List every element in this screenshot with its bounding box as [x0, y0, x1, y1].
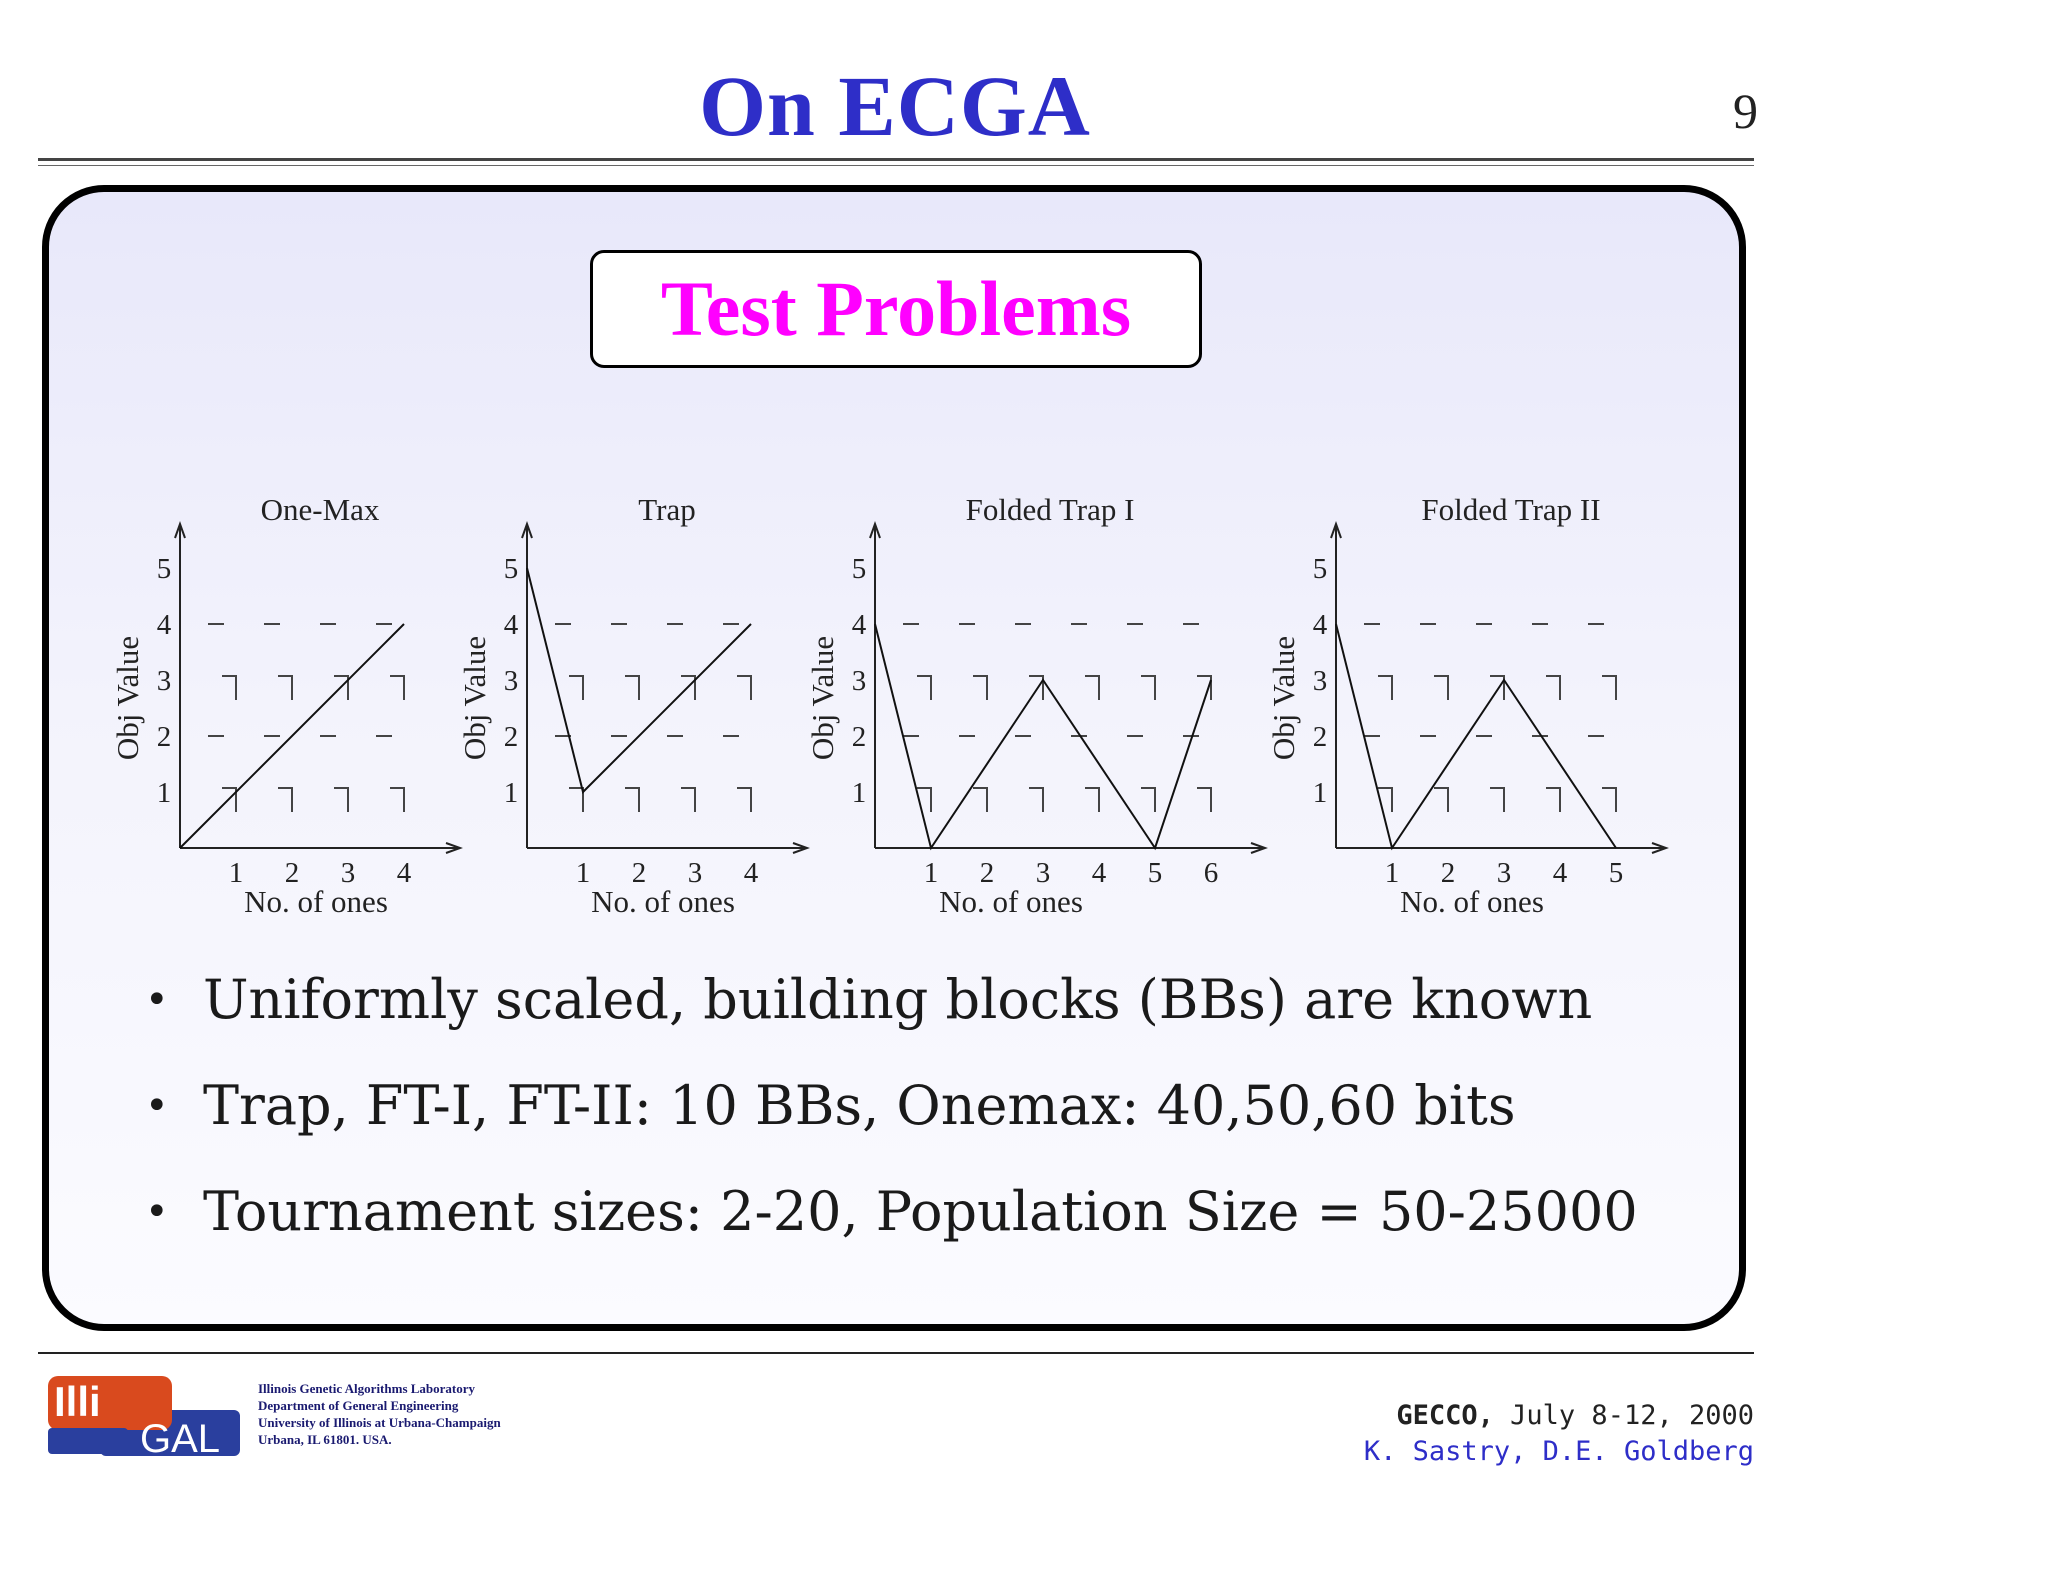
grid-mark: [1141, 788, 1155, 812]
authors: K. Sastry, D.E. Goldberg: [1363, 1436, 1754, 1467]
y-tick-label: 1: [503, 777, 519, 809]
x-tick-label: 3: [1035, 857, 1051, 889]
series-line: [875, 624, 1211, 848]
chart-4: [1331, 524, 1666, 853]
x-tick-label: 1: [923, 857, 939, 889]
y-tick-label: 3: [1312, 665, 1328, 697]
y-tick-label: 5: [1312, 553, 1328, 585]
grid-mark: [278, 788, 292, 812]
grid-mark: [1602, 788, 1616, 812]
x-tick-label: 5: [1147, 857, 1163, 889]
grid-mark: [1546, 788, 1560, 812]
y-tick-label: 3: [156, 665, 172, 697]
grid-mark: [222, 676, 236, 700]
grid-mark: [1141, 676, 1155, 700]
bullet-dot-icon: •: [145, 1083, 169, 1129]
x-tick-label: 2: [1440, 857, 1456, 889]
chart-title: One-Max: [260, 492, 380, 527]
y-tick-label: 2: [1312, 721, 1328, 753]
bullet-dot-icon: •: [145, 977, 169, 1023]
x-tick-label: 3: [1496, 857, 1512, 889]
logo-text-top: Illi: [54, 1378, 101, 1425]
y-tick-label: 5: [156, 553, 172, 585]
x-tick-label: 4: [743, 857, 759, 889]
y-axis-label: Obj Value: [1266, 635, 1301, 761]
illigal-logo: [44, 1372, 244, 1458]
y-axis-label: Obj Value: [805, 635, 840, 761]
x-tick-label: 5: [1608, 857, 1624, 889]
y-tick-label: 5: [851, 553, 867, 585]
y-tick-label: 2: [503, 721, 519, 753]
grid-mark: [390, 788, 404, 812]
chart-title: Folded Trap II: [1421, 492, 1601, 527]
logo-text-bottom: GAL: [140, 1417, 221, 1458]
grid-mark: [973, 676, 987, 700]
footer-rule: [38, 1352, 1754, 1354]
grid-mark: [625, 676, 639, 700]
bullet-list: [145, 960, 1705, 1278]
grid-mark: [1029, 788, 1043, 812]
conference-info: [1364, 1398, 1754, 1470]
grid-mark: [917, 676, 931, 700]
x-axis-label: No. of ones: [591, 884, 735, 919]
x-tick-label: 4: [1552, 857, 1568, 889]
grid-mark: [1197, 788, 1211, 812]
y-tick-label: 5: [503, 553, 519, 585]
x-tick-label: 3: [340, 857, 356, 889]
y-tick-label: 2: [851, 721, 867, 753]
grid-mark: [334, 788, 348, 812]
grid-mark: [1434, 788, 1448, 812]
grid-mark: [1085, 788, 1099, 812]
grid-mark: [569, 676, 583, 700]
x-tick-label: 4: [396, 857, 412, 889]
x-tick-label: 4: [1091, 857, 1107, 889]
y-tick-label: 4: [851, 609, 867, 641]
chart-1: [175, 524, 460, 853]
chart-title: Trap: [638, 492, 696, 527]
x-axis-label: No. of ones: [1400, 884, 1544, 919]
grid-mark: [278, 676, 292, 700]
slide-title: On ECGA: [699, 58, 1091, 154]
y-tick-label: 4: [1312, 609, 1328, 641]
grid-mark: [681, 788, 695, 812]
y-tick-label: 1: [1312, 777, 1328, 809]
x-tick-label: 1: [1384, 857, 1400, 889]
y-tick-label: 4: [156, 609, 172, 641]
chart-2: [522, 524, 807, 853]
grid-mark: [1085, 676, 1099, 700]
y-tick-label: 1: [851, 777, 867, 809]
chart-3: [870, 524, 1265, 853]
lab-address: Illinois Genetic Algorithms Laboratory Department of General Engineering University of Illinois at Urbana-Champaign Urbana, IL 61801. USA.: [258, 1381, 501, 1447]
y-axis-label: Obj Value: [110, 635, 145, 761]
bullet-item: • Tournament sizes: 2-20, Population Size = 50-25000: [145, 1172, 1705, 1278]
bullet-item: • Uniformly scaled, building blocks (BBs) are known: [145, 960, 1705, 1066]
grid-mark: [1546, 676, 1560, 700]
x-axis-label: No. of ones: [939, 884, 1083, 919]
conference-name: GECCO,: [1396, 1400, 1494, 1431]
x-tick-label: 2: [979, 857, 995, 889]
y-tick-label: 3: [851, 665, 867, 697]
y-tick-label: 4: [503, 609, 519, 641]
x-tick-label: 1: [575, 857, 591, 889]
x-tick-label: 6: [1203, 857, 1219, 889]
x-tick-label: 3: [687, 857, 703, 889]
y-tick-label: 1: [156, 777, 172, 809]
bullet-item: • Trap, FT-I, FT-II: 10 BBs, Onemax: 40,50,60 bits: [145, 1066, 1705, 1172]
grid-mark: [625, 788, 639, 812]
grid-mark: [569, 788, 583, 812]
conference-dates: July 8-12, 2000: [1510, 1400, 1754, 1431]
y-axis-label: Obj Value: [457, 635, 492, 761]
chart-title: Folded Trap I: [965, 492, 1135, 527]
x-axis-label: No. of ones: [244, 884, 388, 919]
bullet-dot-icon: •: [145, 1189, 169, 1235]
grid-mark: [1602, 676, 1616, 700]
grid-mark: [973, 788, 987, 812]
x-tick-label: 2: [631, 857, 647, 889]
grid-mark: [1434, 676, 1448, 700]
grid-mark: [1490, 788, 1504, 812]
box-title: Test Problems: [590, 250, 1202, 368]
grid-mark: [737, 788, 751, 812]
x-tick-label: 1: [228, 857, 244, 889]
y-tick-label: 3: [503, 665, 519, 697]
grid-mark: [390, 676, 404, 700]
y-tick-label: 2: [156, 721, 172, 753]
grid-mark: [737, 676, 751, 700]
grid-mark: [1378, 676, 1392, 700]
x-tick-label: 2: [284, 857, 300, 889]
page-number: 9: [1733, 83, 1758, 139]
